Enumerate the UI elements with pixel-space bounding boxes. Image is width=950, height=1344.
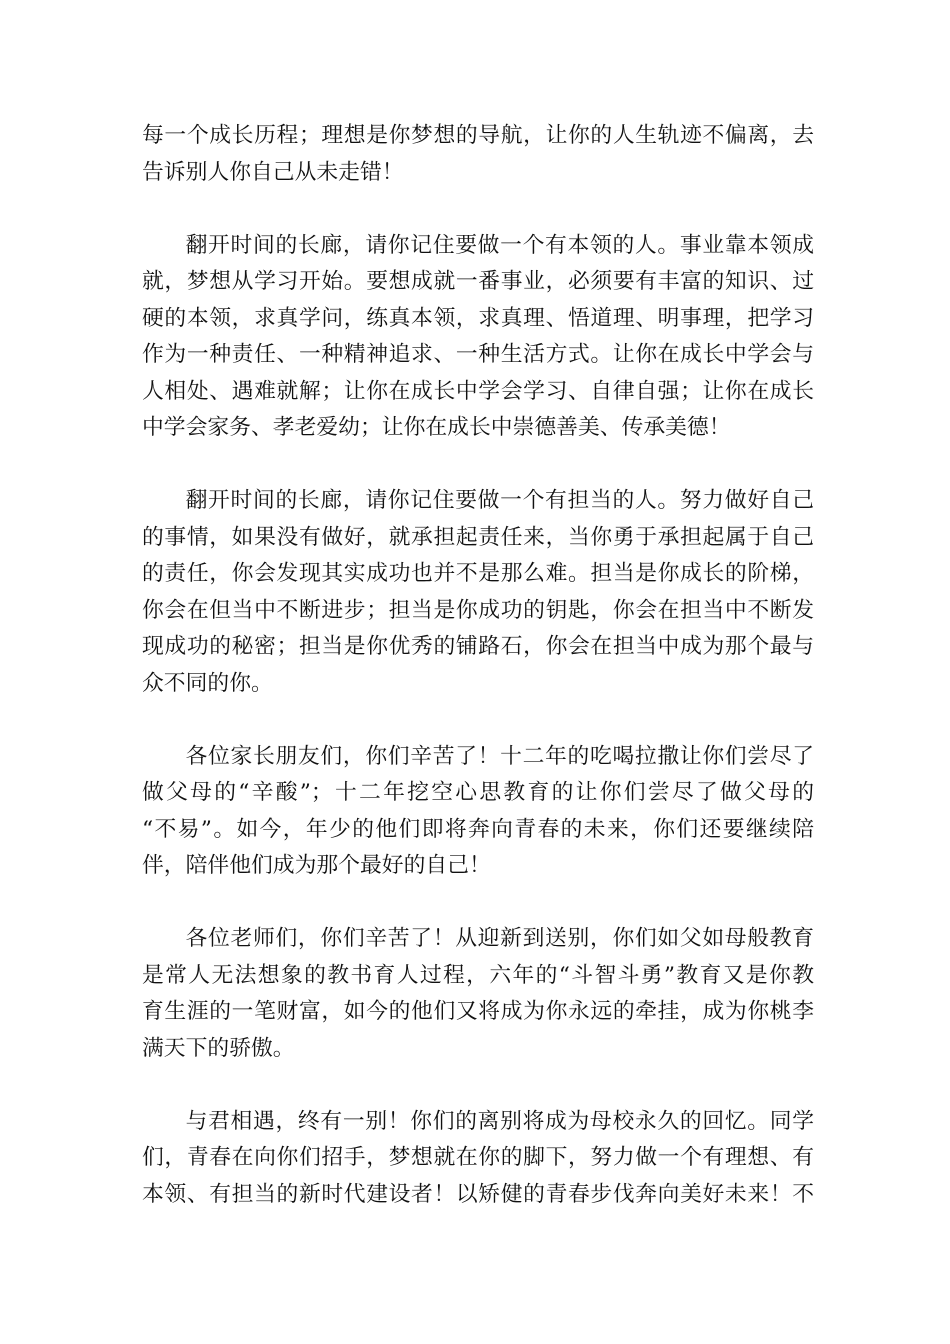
paragraph-6 [142, 1104, 814, 1214]
paragraph-line: 们，青春在向你们招手，梦想就在你的脚下，努力做一个有理想、有 [142, 1145, 814, 1170]
paragraph-line: “不易”。如今，年少的他们即将奔向青春的未来，你们还要继续陪 [142, 816, 814, 842]
paragraph-line: 就，梦想从学习开始。要想成就一番事业，必须要有丰富的知识、过 [142, 269, 814, 294]
paragraph-line: 众不同的你。 [142, 670, 273, 696]
paragraph-line: 各位家长朋友们，你们辛苦了！十二年的吃喝拉撒让你们尝尽了 [185, 743, 814, 769]
paragraph-line: 翻开时间的长廊，请你记住要做一个有本领的人。事业靠本领成 [185, 232, 814, 258]
paragraph-line: 的责任，你会发现其实成功也并不是那么难。担当是你成长的阶梯， [142, 561, 814, 586]
paragraph-line: 伴，陪伴他们成为那个最好的自己！ [142, 853, 491, 878]
paragraph-line: 满天下的骄傲。 [142, 1035, 295, 1061]
paragraph-5 [142, 921, 814, 1067]
paragraph-line: 现成功的秘密；担当是你优秀的铺路石，你会在担当中成为那个最与 [142, 634, 814, 659]
paragraph-1 [142, 118, 814, 191]
paragraph-line: 硬的本领，求真学问，练真本领，求真理、悟道理、明事理，把学习 [142, 305, 814, 331]
paragraph-4 [142, 739, 814, 885]
paragraph-2 [142, 228, 814, 447]
paragraph-line: 每一个成长历程；理想是你梦想的导航，让你的人生轨迹不偏离，去 [142, 123, 814, 148]
paragraph-line: 中学会家务、孝老爱幼；让你在成长中崇德善美、传承美德！ [142, 415, 731, 440]
document-body [142, 118, 814, 1250]
paragraph-line: 与君相遇，终有一别！你们的离别将成为母校永久的回忆。同学 [185, 1108, 814, 1134]
paragraph-line: 你会在但当中不断进步；担当是你成功的钥匙，你会在担当中不断发 [142, 597, 814, 623]
paragraph-line: 做父母的“辛酸”；十二年挖空心思教育的让你们尝尽了做父母的 [142, 780, 814, 805]
paragraph-line: 本领、有担当的新时代建设者！以矫健的青春步伐奔向美好未来！不 [142, 1181, 814, 1207]
paragraph-line: 作为一种责任、一种精神追求、一种生活方式。让你在成长中学会与 [142, 342, 814, 367]
paragraph-line: 各位老师们，你们辛苦了！从迎新到送别，你们如父如母般教育 [185, 926, 814, 951]
paragraph-line: 人相处、遇难就解；让你在成长中学会学习、自律自强；让你在成长 [142, 378, 814, 404]
paragraph-line: 是常人无法想象的教书育人过程，六年的“斗智斗勇”教育又是你教 [142, 962, 814, 988]
paragraph-line: 翻开时间的长廊，请你记住要做一个有担当的人。努力做好自己 [185, 488, 814, 513]
paragraph-line: 的事情，如果没有做好，就承担起责任来，当你勇于承担起属于自己 [142, 524, 814, 550]
paragraph-line: 育生涯的一笔财富，如今的他们又将成为你永远的牵挂，成为你桃李 [142, 999, 814, 1024]
paragraph-line: 告诉别人你自己从未走错！ [142, 159, 404, 185]
paragraph-3 [142, 483, 814, 702]
